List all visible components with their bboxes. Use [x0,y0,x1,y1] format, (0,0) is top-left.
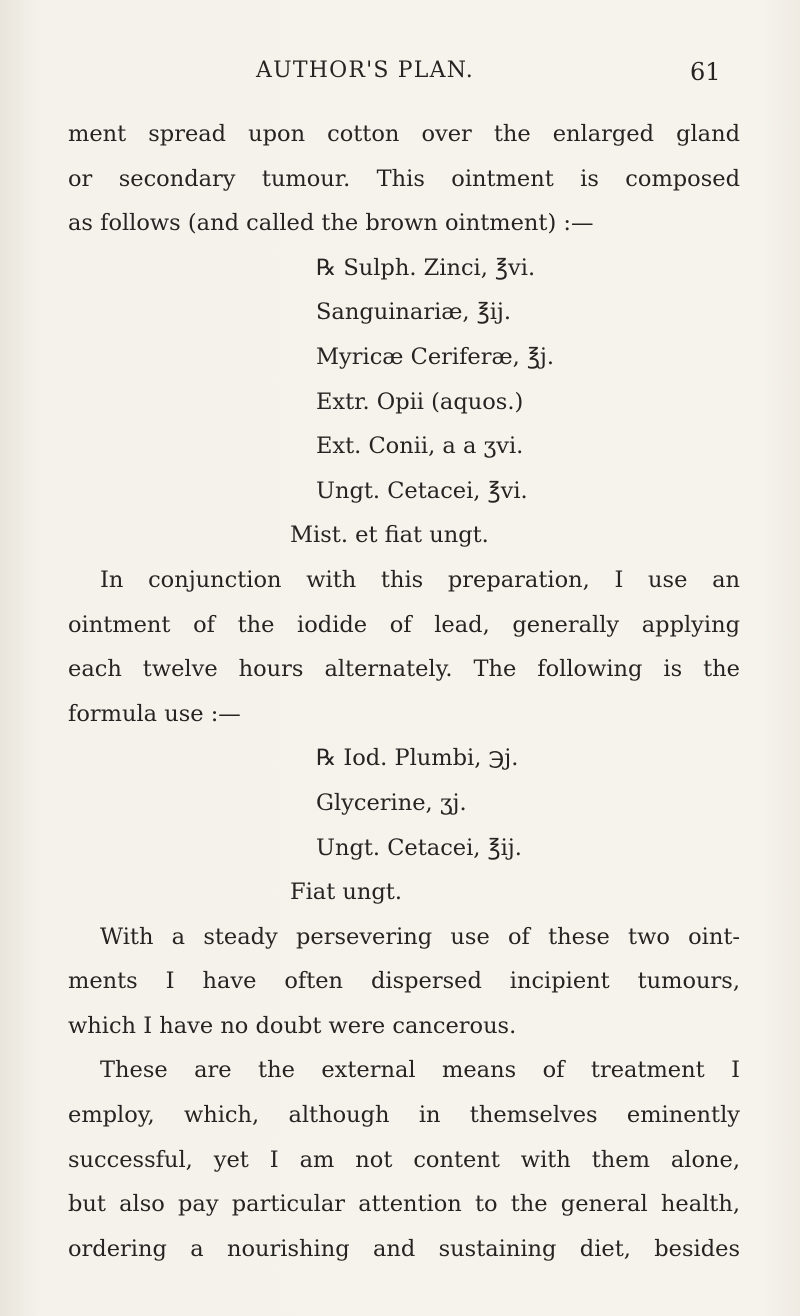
page-header [0,58,800,94]
prescription-line: Myricæ Ceriferæ, ℥j. [316,343,555,370]
prescription-line: Sanguinariæ, ℥ij. [316,299,512,326]
text-line: formula use :— [68,700,241,727]
text-line: each twelve hours alternately. The following is the [68,656,740,683]
body-text [68,112,740,1271]
text-line: successful, yet I am not content with them alone, [68,1146,740,1173]
prescription-line: Glycerine, ʒj. [316,789,467,816]
prescription-directions: Fiat ungt. [290,879,402,906]
prescription-line: Ungt. Cetacei, ℥ij. [316,834,522,861]
page-number: 61 [690,58,721,86]
running-head: AUTHOR'S PLAN. [256,58,474,83]
text-line: ordering a nourishing and sustaining diet, besides [68,1235,740,1262]
prescription-directions: Mist. et fiat ungt. [290,522,489,549]
text-line: These are the external means of treatment I [100,1057,740,1084]
prescription-line: Extr. Opii (aquos.) [316,388,524,415]
text-line: employ, which, although in themselves eminently [68,1102,740,1129]
text-line: In conjunction with this preparation, I use an [100,566,740,593]
text-line: but also pay particular attention to the general health, [68,1191,740,1218]
text-line: as follows (and called the brown ointment) :— [68,210,594,237]
text-line: ments I have often dispersed incipient tumours, [68,968,740,995]
prescription-line: Ext. Conii, a a ʒvi. [316,433,524,460]
prescription-line: ℞ Sulph. Zinci, ℥vi. [316,254,536,281]
text-line: ointment of the iodide of lead, generally applying [68,611,740,638]
text-line: which I have no doubt were cancerous. [68,1012,517,1039]
text-line: ment spread upon cotton over the enlarged gland [68,121,740,147]
prescription-line: Ungt. Cetacei, ℥vi. [316,477,528,504]
text-line: With a steady persevering use of these two oint- [100,923,740,950]
prescription-line: ℞ Iod. Plumbi, ℈j. [316,745,519,772]
text-line: or secondary tumour. This ointment is composed [68,165,740,192]
